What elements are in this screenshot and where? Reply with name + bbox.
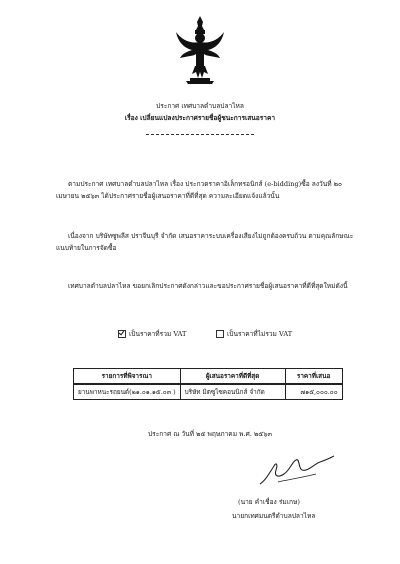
paragraph-reference: ตามประกาศ เทศบาลตำบลปลาไหล เรื่อง ประกวดราคาอิเล็กทรอนิกส์ (e-bidding)ซื้อ ลงวันที่ ๒๐ เมษายน ๒๕๖๓ ได้ประกาศรายชื่อผู้เสนอราคาที่ดีที่สุด ความละเอียดแจ้งแล้วนั้น [56,180,343,200]
paragraph-reason: เนื่องจาก บริษัทซูพลีส ปราจีนบุรี จำกัด เสนอราคาระบบเครื่องเสียงไม่ถูกต้องครบถ้วน ตามคุณลักษณะแนบท้ายในการจัดซื้อ [56,232,354,252]
vat-excluded-label: เป็นราคาที่ไม่รวม VAT [227,330,293,338]
vat-included-label: เป็นราคาที่รวม VAT [129,330,187,338]
checkbox-empty-icon [216,330,224,338]
handwritten-signature [256,454,336,492]
table-header-row [74,369,343,385]
vat-excluded-option [216,328,292,339]
divider [146,134,254,135]
cell-bidder: บริษัท มิตซูไซคอนนิกส์ จำกัด [180,384,285,400]
checkbox-checked-icon [118,330,126,338]
signer-name: (นาย คำเชื่อง ร่มเกษ) [238,498,300,506]
announcement-header: ประกาศ เทศบาลตำบลปลาไหล [156,102,244,110]
column-header-price: ราคาที่เสนอ [285,369,342,385]
cell-price: ๗๑๕,๐๐๐.๐๐ [285,384,342,400]
column-header-item: รายการที่พิจารณา [74,369,181,385]
column-header-bidder: ผู้เสนอราคาที่ดีที่สุด [180,369,285,385]
signer-title: นายกเทศมนตรีตำบลปลาไหล [232,512,316,520]
announcement-subject: เรื่อง เปลี่ยนแปลงประกาศรายชื่อผู้ชนะการเสนอราคา [124,114,276,122]
cell-item: ยานพาหนะรถยนต์(๒๑.๐๑.๑๕.๐๓ ) [74,384,181,400]
bid-result-table [73,368,343,400]
vat-included-option [118,328,186,339]
garuda-emblem-icon [174,14,226,86]
paragraph-revision: เทศบาลตำบลปลาไหล ขอยกเลิกประกาศดังกล่าวและขอประกาศรายชื่อผู้เสนอราคาที่ดีที่สุดใหม่ดังนี้ [68,282,348,290]
table-row [74,384,343,400]
announcement-date: ประกาศ ณ วันที่ ๒๕ พฤษภาคม พ.ศ. ๒๕๖๓ [148,430,272,438]
